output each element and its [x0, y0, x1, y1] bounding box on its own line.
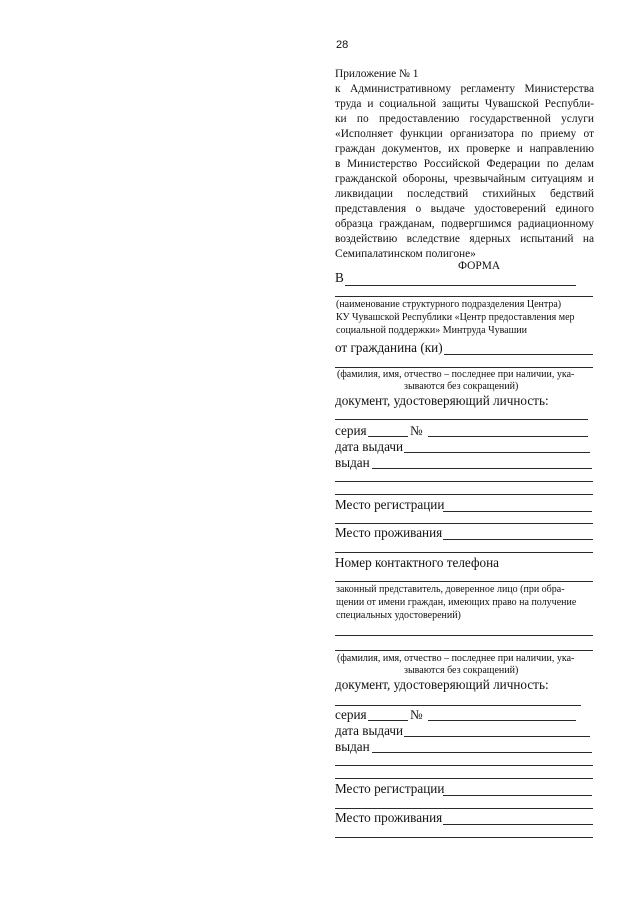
- residence-label: Место проживания: [335, 810, 443, 825]
- issued-by-field-2[interactable]: [335, 765, 593, 766]
- issue-date-field[interactable]: [404, 452, 590, 453]
- id-doc-label: документ, удостоверяющий личность:: [335, 677, 549, 692]
- residence-field[interactable]: [443, 824, 593, 825]
- fio-caption: зываются без сокращений): [404, 381, 519, 392]
- form-title: ФОРМА: [458, 260, 501, 272]
- representative-line: специальных удостоверений): [336, 610, 461, 621]
- fio-caption: (фамилия, имя, отчество – последнее при наличии, ука-: [337, 369, 575, 380]
- org-line: социальной поддержки» Минтруда Чувашии: [336, 325, 528, 336]
- id-doc-label: документ, удостоверяющий личность:: [335, 393, 549, 408]
- issue-date-field[interactable]: [404, 736, 590, 737]
- phone-label: Номер контактного телефона: [335, 555, 499, 570]
- appendix-line: Семипалатинском полигоне»: [335, 248, 476, 260]
- issued-by-field-3[interactable]: [335, 778, 593, 779]
- appendix-line: ки по предоставлению государственной услуги: [335, 113, 594, 125]
- from-label: от гражданина (ки): [335, 340, 443, 355]
- issue-date-label: дата выдачи: [335, 439, 404, 454]
- appendix-line: ликвидации последствий стихийных бедствий: [335, 188, 594, 200]
- representative-field[interactable]: [335, 635, 593, 636]
- registration-label: Место регистрации: [335, 781, 445, 796]
- registration-field-2[interactable]: [335, 808, 593, 809]
- representative-field-2[interactable]: [335, 650, 593, 651]
- issued-by-label: выдан: [335, 455, 370, 470]
- appendix-line: в Министерство Российской Федерации по делам: [335, 158, 594, 170]
- number-label: №: [410, 707, 423, 722]
- appendix-line: образца гражданам, подвергшимся радиационному: [335, 218, 594, 230]
- registration-field-2[interactable]: [335, 523, 593, 524]
- fio-caption: (фамилия, имя, отчество – последнее при наличии, ука-: [337, 653, 575, 664]
- appendix-line: к Административному регламенту Министерства: [335, 83, 594, 95]
- number-field[interactable]: [428, 720, 576, 721]
- series-field[interactable]: [368, 436, 408, 437]
- representative-line: щении от имени граждан, имеющих право на получение: [336, 597, 577, 608]
- number-label: №: [410, 423, 423, 438]
- issued-by-field[interactable]: [372, 752, 592, 753]
- residence-field-2[interactable]: [335, 552, 593, 553]
- addressee-field[interactable]: [345, 285, 576, 286]
- issued-by-field-2[interactable]: [335, 481, 593, 482]
- applicant-name-field[interactable]: [444, 354, 593, 355]
- id-doc-field[interactable]: [335, 705, 581, 706]
- appendix-line: представления о выдаче удостоверений единого: [335, 203, 594, 215]
- residence-label: Место проживания: [335, 525, 443, 540]
- registration-field[interactable]: [443, 511, 592, 512]
- issued-by-field-3[interactable]: [335, 494, 593, 495]
- page-number: 28: [336, 39, 349, 51]
- addressee-field-2[interactable]: [335, 296, 593, 297]
- to-prefix: В: [335, 270, 344, 285]
- issued-by-label: выдан: [335, 739, 370, 754]
- series-label: серия: [335, 707, 367, 722]
- issued-by-field[interactable]: [372, 468, 592, 469]
- series-field[interactable]: [368, 720, 408, 721]
- appendix-title: Приложение № 1: [335, 68, 419, 80]
- unit-caption: (наименование структурного подразделения Центра): [336, 299, 562, 310]
- appendix-line: гражданской обороны, чрезвычайным ситуациям и: [335, 173, 594, 185]
- applicant-name-field-2[interactable]: [335, 367, 593, 368]
- id-doc-field[interactable]: [335, 419, 588, 420]
- issue-date-label: дата выдачи: [335, 723, 404, 738]
- representative-line: законный представитель, доверенное лицо (при обра-: [336, 584, 565, 595]
- appendix-line: труда и социальной защиты Чувашской Республи-: [335, 98, 594, 110]
- series-label: серия: [335, 423, 367, 438]
- phone-field[interactable]: [335, 581, 593, 582]
- appendix-line: граждан документов, их проверке и направлению: [335, 143, 594, 155]
- appendix-line: «Исполняет функции организатора по приему от: [335, 128, 594, 140]
- fio-caption: зываются без сокращений): [404, 665, 519, 676]
- number-field[interactable]: [428, 436, 588, 437]
- appendix-line: воздействию вследствие ядерных испытаний на: [335, 233, 594, 245]
- registration-field[interactable]: [443, 795, 592, 796]
- org-line: КУ Чувашской Республики «Центр предоставления мер: [336, 312, 575, 323]
- registration-label: Место регистрации: [335, 497, 445, 512]
- residence-field[interactable]: [443, 539, 593, 540]
- residence-field-2[interactable]: [335, 837, 593, 838]
